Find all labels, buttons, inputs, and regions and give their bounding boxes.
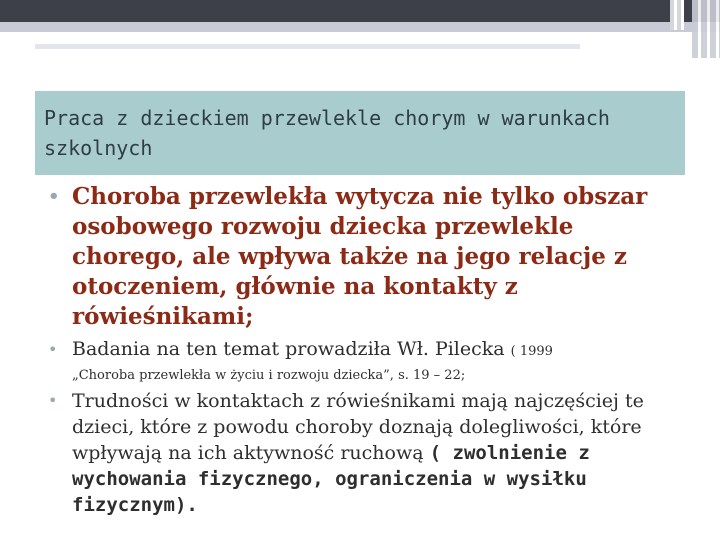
- bullet-text-small: ( 1999: [510, 344, 553, 359]
- bullet-dot-icon: •: [48, 340, 58, 359]
- bullet-text: Badania na ten temat prowadziła Wł. Pilecka: [72, 338, 505, 360]
- bullet-text-bold: ( zwolnienie z wychowania fizycznego, ograniczenia w wysiłku fizycznym).: [72, 442, 590, 516]
- bullet-item-1: [36, 182, 681, 332]
- top-bar-dark: [0, 0, 720, 22]
- decorative-stripes-small: [670, 0, 684, 30]
- citation-text: „Choroba przewlekła w życiu i rozwoju dziecka”, s. 19 – 22;: [72, 368, 466, 383]
- bullet-text: Choroba przewlekła wytycza nie tylko obszar osobowego rozwoju dziecka przewlekle chorego, ale wpływa także na jego relacje z otoczeniem, głównie na kontakty z rówieśnikami;: [72, 183, 648, 330]
- decorative-stripes: [692, 0, 720, 58]
- top-accent-line: [35, 44, 580, 49]
- top-bar-light: [0, 22, 720, 32]
- bullet-text: Trudności w kontaktach z rówieśnikami mają najczęściej te dzieci, które z powodu choroby doznają dolegliwości, które wpływają na ich aktywność ruchową: [72, 390, 644, 464]
- slide-title: Praca z dzieckiem przewlekle chorym w warunkach szkolnych: [44, 106, 610, 160]
- bullet-item-2: [36, 337, 681, 386]
- bullet-dot-icon: •: [48, 186, 60, 207]
- slide-content: [36, 182, 681, 518]
- bullet-dot-icon: •: [48, 391, 58, 410]
- bullet-item-3: [36, 388, 681, 518]
